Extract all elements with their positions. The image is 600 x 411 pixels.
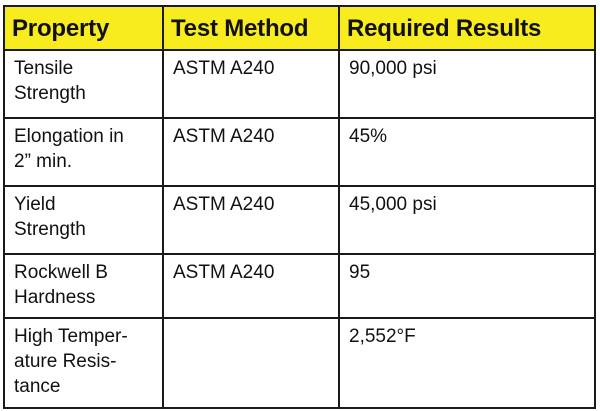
table-row [4, 254, 595, 318]
test-method-cell: ASTM A240 [163, 186, 339, 254]
required-result-cell: 90,000 psi [339, 50, 595, 118]
property-line: 2” min. [14, 151, 73, 172]
property-line: Strength [14, 83, 86, 104]
property-line: Yield [14, 194, 56, 215]
header-property: Property [4, 6, 163, 50]
property-line: Hardness [14, 287, 96, 308]
required-result-cell: 45,000 psi [339, 186, 595, 254]
property-line: ature Resis- [14, 351, 117, 372]
property-line: Rockwell B [14, 262, 108, 283]
property-cell [4, 186, 163, 254]
header-test-method: Test Method [163, 6, 339, 50]
table-row [4, 118, 595, 186]
property-cell [4, 118, 163, 186]
required-result-cell: 95 [339, 254, 595, 318]
required-result-cell: 2,552°F [339, 318, 595, 408]
property-line: Elongation in [14, 126, 124, 147]
header-required-results: Required Results [339, 6, 595, 50]
test-method-cell: ASTM A240 [163, 50, 339, 118]
required-result-cell: 45% [339, 118, 595, 186]
test-method-cell: ASTM A240 [163, 118, 339, 186]
property-line: High Temper- [14, 326, 128, 347]
properties-table [3, 5, 596, 409]
property-line: Tensile [14, 58, 74, 79]
property-line: tance [14, 376, 61, 397]
table-header-row [4, 6, 595, 50]
table-row [4, 186, 595, 254]
test-method-cell: ASTM A240 [163, 254, 339, 318]
table-row [4, 50, 595, 118]
table-row [4, 318, 595, 408]
property-cell [4, 254, 163, 318]
property-line: Strength [14, 219, 86, 240]
property-cell [4, 318, 163, 408]
test-method-cell [163, 318, 339, 408]
property-cell [4, 50, 163, 118]
properties-table-container [3, 5, 594, 409]
